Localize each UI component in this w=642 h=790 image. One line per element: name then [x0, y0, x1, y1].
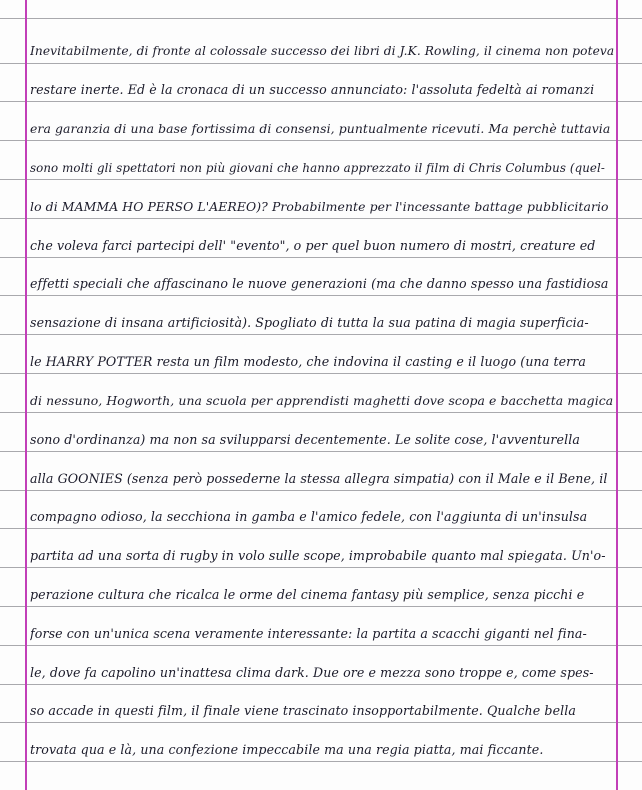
ruled-line [0, 63, 642, 64]
ruled-line [0, 140, 642, 141]
text-line: era garanzia di una base fortissima di consensi, puntualmente ricevuti. Ma perchè tuttavia [30, 121, 611, 136]
text-line: sensazione di insana artificiosità). Spogliato di tutta la sua patina di magia superficia- [30, 315, 589, 330]
text-line: partita ad una sorta di rugby in volo sulle scope, improbabile quanto mal spiegata. Un'o- [30, 548, 606, 563]
ruled-line [0, 373, 642, 374]
ruled-line [0, 412, 642, 413]
ruled-line [0, 606, 642, 607]
right-margin-line [616, 0, 618, 790]
text-line: so accade in questi film, il finale viene trascinato insopportabilmente. Qualche bella [30, 703, 576, 718]
left-margin-line [25, 0, 27, 790]
ruled-line [0, 295, 642, 296]
text-line: sono d'ordinanza) ma non sa svilupparsi decentemente. Le solite cose, l'avventurella [30, 432, 580, 447]
text-line: forse con un'unica scena veramente interessante: la partita a scacchi giganti nel fina- [30, 626, 587, 641]
ruled-line [0, 645, 642, 646]
ruled-line [0, 684, 642, 685]
text-line: alla GOONIES (senza però possederne la stessa allegra simpatia) con il Male e il Bene, il [30, 471, 608, 486]
text-line: effetti speciali che affascinano le nuove generazioni (ma che danno spesso una fastidiosa [30, 276, 609, 291]
text-line: che voleva farci partecipi dell' "evento", o per quel buon numero di mostri, creature ed [30, 238, 596, 253]
text-line: trovata qua e là, una confezione impeccabile ma una regia piatta, mai ficcante. [30, 742, 544, 757]
text-line: lo di MAMMA HO PERSO L'AEREO)? Probabilmente per l'incessante battage pubblicitario [30, 199, 609, 214]
text-line: perazione cultura che ricalca le orme del cinema fantasy più semplice, senza picchi e [30, 587, 585, 602]
text-line: le, dove fa capolino un'inattesa clima dark. Due ore e mezza sono troppe e, come spes- [30, 665, 594, 680]
text-line: le HARRY POTTER resta un film modesto, che indovina il casting e il luogo (una terra [30, 354, 587, 369]
text-line: Inevitabilmente, di fronte al colossale successo dei libri di J.K. Rowling, il cinema non poteva [30, 44, 614, 58]
ruled-line [0, 528, 642, 529]
ruled-line [0, 101, 642, 102]
ruled-line [0, 218, 642, 219]
text-line: compagno odioso, la secchiona in gamba e l'amico fedele, con l'aggiunta di un'insulsa [30, 509, 588, 524]
text-line: di nessuno, Hogworth, una scuola per apprendisti maghetti dove scopa e bacchetta magica [30, 393, 614, 408]
text-line: restare inerte. Ed è la cronaca di un successo annunciato: l'assoluta fedeltà ai romanzi [30, 82, 595, 97]
ruled-line [0, 490, 642, 491]
ruled-line [0, 761, 642, 762]
ruled-line [0, 179, 642, 180]
ruled-line [0, 18, 642, 19]
ruled-line [0, 257, 642, 258]
ruled-line [0, 334, 642, 335]
ruled-line [0, 567, 642, 568]
ruled-line [0, 451, 642, 452]
text-line: sono molti gli spettatori non più giovani che hanno apprezzato il film di Chris Columbus (quel- [30, 161, 605, 175]
ruled-line [0, 722, 642, 723]
